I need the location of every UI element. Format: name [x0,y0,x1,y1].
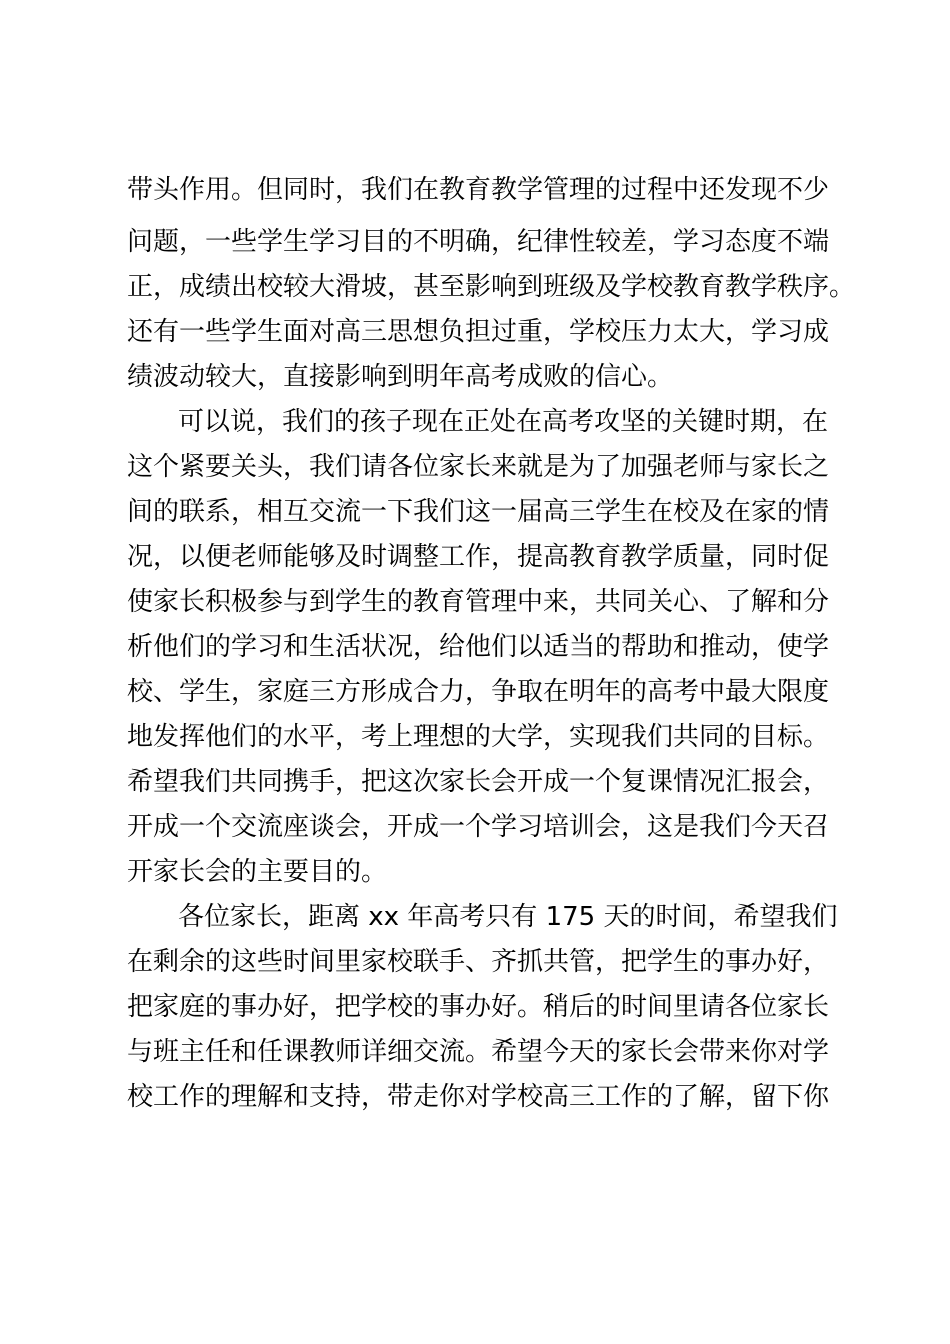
text-line: 使家长积极参与到学生的教育管理中来，共同关心、了解和分 [127,587,830,617]
text-line: 与班主任和任课教师详细交流。希望今天的家长会带来你对学 [127,1037,830,1067]
text-line: 带头作用。但同时，我们在教育教学管理的过程中还发现不少 [127,175,830,205]
text-line: 正，成绩出校较大滑坡，甚至影响到班级及学校教育教学秩序。 [127,272,856,302]
text-line: 把家庭的事办好，把学校的事办好。稍后的时间里请各位家长 [127,992,830,1022]
text-line: 这个紧要关头，我们请各位家长来就是为了加强老师与家长之 [127,452,830,482]
text-line: 校工作的理解和支持，带走你对学校高三工作的了解，留下你 [127,1082,830,1112]
text-line: 开家长会的主要目的。 [127,857,388,887]
text-line: 希望我们共同携手，把这次家长会开成一个复课情况汇报会， [127,767,830,797]
text-line: 析他们的学习和生活状况，给他们以适当的帮助和推动，使学 [127,632,830,662]
text-line: 绩波动较大，直接影响到明年高考成败的信心。 [127,362,674,392]
text-line: 开成一个交流座谈会，开成一个学习培训会，这是我们今天召 [127,812,830,842]
text-line: 还有一些学生面对高三思想负担过重，学校压力太大，学习成 [127,317,830,347]
paragraph-start-line: 各位家长，距离 xx 年高考只有 175 天的时间，希望我们 [178,902,838,932]
text-line: 况，以便老师能够及时调整工作，提高教育教学质量，同时促 [127,542,830,572]
text-line: 校、学生，家庭三方形成合力，争取在明年的高考中最大限度 [127,677,830,707]
text-line: 在剩余的这些时间里家校联手、齐抓共管，把学生的事办好， [127,947,830,977]
text-line: 问题，一些学生学习目的不明确，纪律性较差，学习态度不端 [127,227,830,257]
paragraph-start-line: 可以说，我们的孩子现在正处在高考攻坚的关键时期，在 [178,407,829,437]
text-line: 间的联系，相互交流一下我们这一届高三学生在校及在家的情 [127,497,830,527]
text-line: 地发挥他们的水平，考上理想的大学，实现我们共同的目标。 [127,722,830,752]
